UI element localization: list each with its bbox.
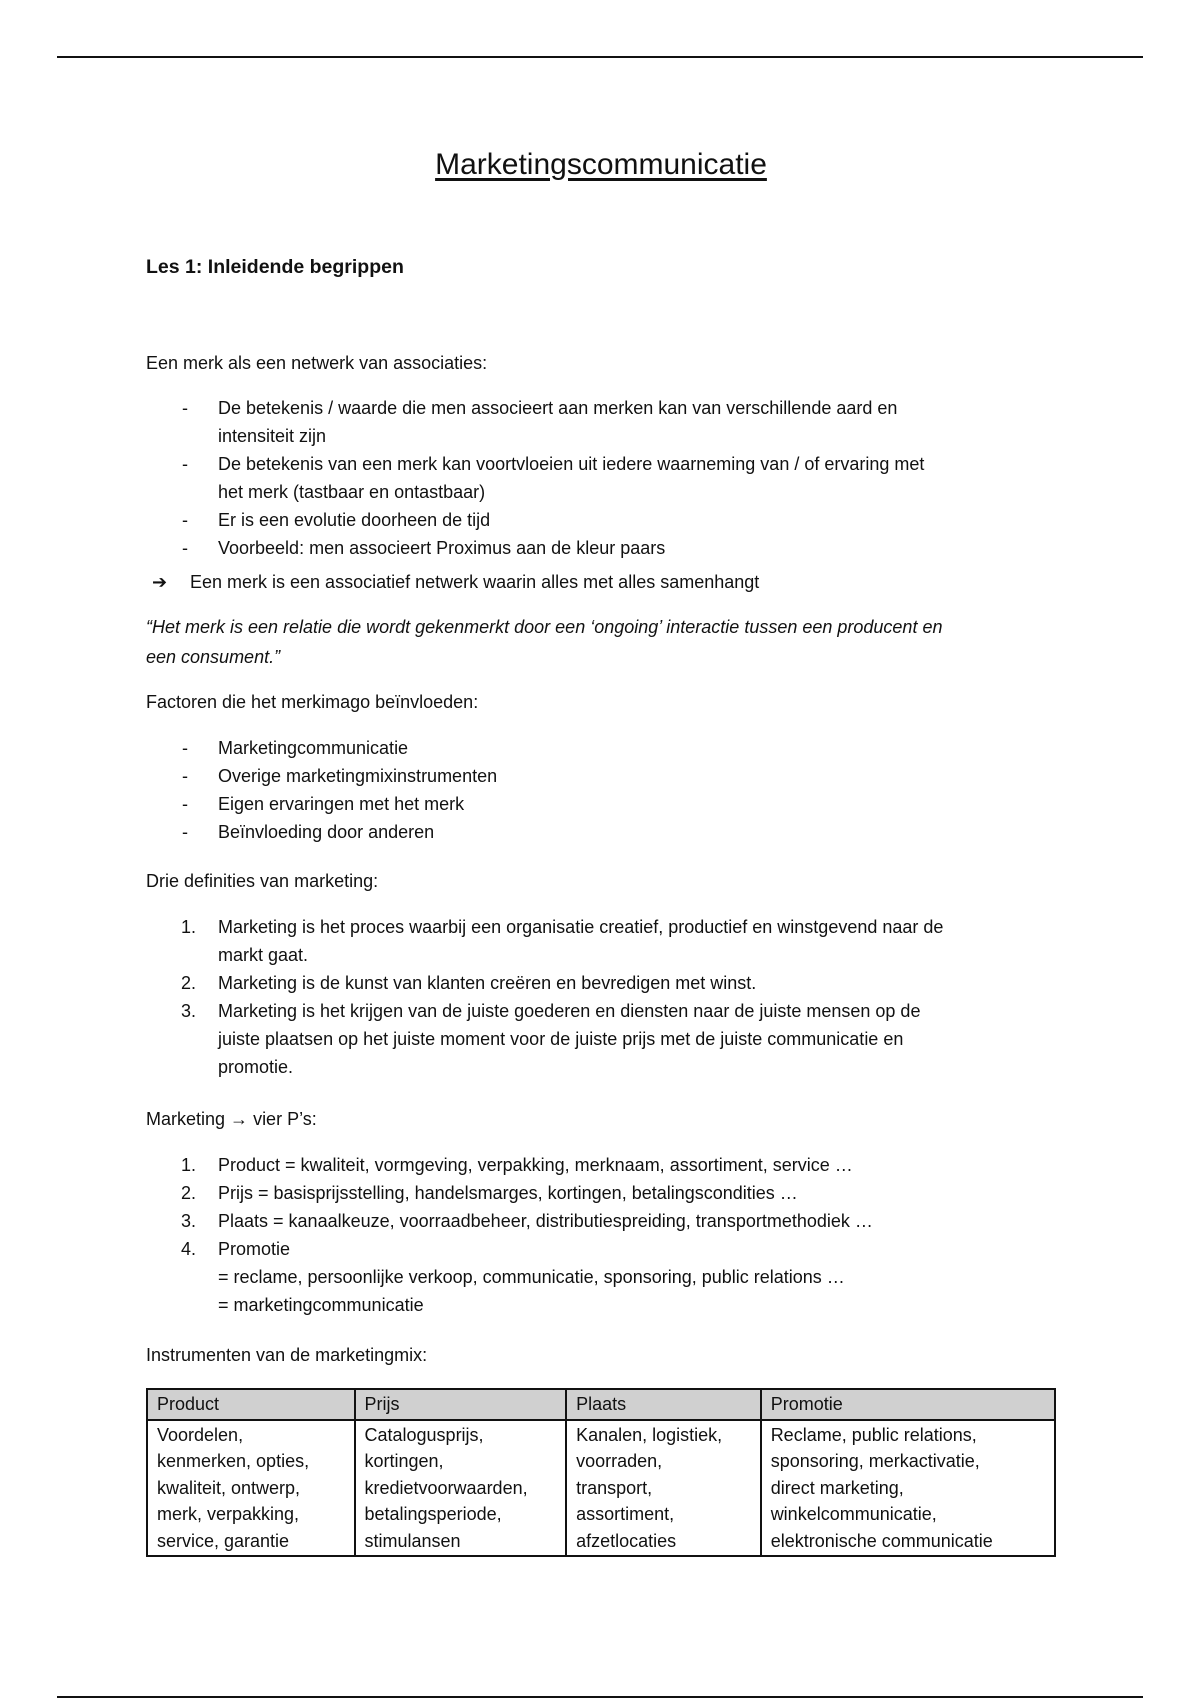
- factors-list: [146, 734, 1056, 846]
- list-item: - Beïnvloeding door anderen: [146, 818, 1056, 846]
- list-number: 4.: [181, 1239, 197, 1259]
- document-title: Marketingscommunicatie: [435, 148, 767, 181]
- list-number: 2.: [181, 1183, 197, 1203]
- column-header: Prijs: [355, 1389, 567, 1420]
- mix-intro: Instrumenten van de marketingmix:: [146, 1345, 428, 1365]
- column-header: Promotie: [761, 1389, 1055, 1420]
- brand-quote: “Het merk is een relatie die wordt gekenmerkt door een ‘ongoing’ interactie tussen een producent en een consument.”: [146, 617, 943, 667]
- column-header: Product: [147, 1389, 355, 1420]
- list-number: 1.: [181, 1155, 197, 1175]
- table-cell: Kanalen, logistiek, voorraden, transport, assortiment, afzetlocaties: [566, 1420, 761, 1557]
- table-cell: Catalogusprijs, kortingen, kredietvoorwaarden, betalingsperiode, stimulansen: [355, 1420, 567, 1557]
- header-rule: [57, 56, 1143, 58]
- table-header-row: [147, 1389, 1055, 1420]
- four-p-intro: Marketing → vier P’s:: [146, 1109, 317, 1129]
- list-number: 3.: [181, 1001, 197, 1021]
- arrow-icon: ➔: [152, 572, 168, 592]
- dash-marker: -: [182, 398, 188, 418]
- list-number: 2.: [181, 973, 197, 993]
- arrow-icon: →: [230, 1109, 249, 1129]
- list-item: - Er is een evolutie doorheen de tijd: [146, 506, 1056, 534]
- list-item: - De betekenis van een merk kan voortvloeien uit iedere waarneming van / of ervaring met het merk (tastbaar en ontastbaar): [146, 450, 1056, 506]
- table-row: [147, 1420, 1055, 1557]
- associations-list: [146, 394, 1056, 562]
- list-item: 4. Promotie = reclame, persoonlijke verkoop, communicatie, sponsoring, public relations … = marketingcommunicatie: [146, 1235, 1056, 1319]
- four-p-list: [146, 1151, 1056, 1319]
- dash-marker: -: [182, 738, 188, 758]
- list-number: 1.: [181, 917, 197, 937]
- dash-marker: -: [182, 766, 188, 786]
- list-item: 2. Prijs = basisprijsstelling, handelsmarges, kortingen, betalingscondities …: [146, 1179, 1056, 1207]
- lesson-heading: Les 1: Inleidende begrippen: [146, 256, 404, 278]
- dash-marker: -: [182, 794, 188, 814]
- dash-marker: -: [182, 510, 188, 530]
- list-item: - Marketingcommunicatie: [146, 734, 1056, 762]
- list-item: - De betekenis / waarde die men associeert aan merken kan van verschillende aard en intensiteit zijn: [146, 394, 1056, 450]
- associations-conclusion: ➔ Een merk is een associatief netwerk waarin alles met alles samenhangt: [152, 568, 759, 596]
- marketing-mix-table: [146, 1388, 1056, 1557]
- list-item: 3. Marketing is het krijgen van de juiste goederen en diensten naar de juiste mensen op de juiste plaatsen op het juiste moment voor de juiste prijs met de juiste communicatie en promotie.: [146, 997, 1056, 1081]
- associations-intro: Een merk als een netwerk van associaties:: [146, 353, 488, 373]
- list-item: - Overige marketingmixinstrumenten: [146, 762, 1056, 790]
- factors-intro: Factoren die het merkimago beïnvloeden:: [146, 692, 479, 712]
- list-item: 1. Marketing is het proces waarbij een organisatie creatief, productief en winstgevend naar de markt gaat.: [146, 913, 1056, 969]
- list-item: 2. Marketing is de kunst van klanten creëren en bevredigen met winst.: [146, 969, 1056, 997]
- definitions-list: [146, 913, 1056, 1081]
- list-item: - Voorbeeld: men associeert Proximus aan de kleur paars: [146, 534, 1056, 562]
- dash-marker: -: [182, 454, 188, 474]
- list-number: 3.: [181, 1211, 197, 1231]
- definitions-intro: Drie definities van marketing:: [146, 871, 379, 891]
- list-item: 3. Plaats = kanaalkeuze, voorraadbeheer, distributiespreiding, transportmethodiek …: [146, 1207, 1056, 1235]
- table-cell: Voordelen, kenmerken, opties, kwaliteit, ontwerp, merk, verpakking, service, garantie: [147, 1420, 355, 1557]
- table-cell: Reclame, public relations, sponsoring, merkactivatie, direct marketing, winkelcommunicatie, elektronische communicatie: [761, 1420, 1055, 1557]
- footer-rule: [57, 1696, 1143, 1698]
- list-item: 1. Product = kwaliteit, vormgeving, verpakking, merknaam, assortiment, service …: [146, 1151, 1056, 1179]
- dash-marker: -: [182, 822, 188, 842]
- column-header: Plaats: [566, 1389, 761, 1420]
- list-item: - Eigen ervaringen met het merk: [146, 790, 1056, 818]
- dash-marker: -: [182, 538, 188, 558]
